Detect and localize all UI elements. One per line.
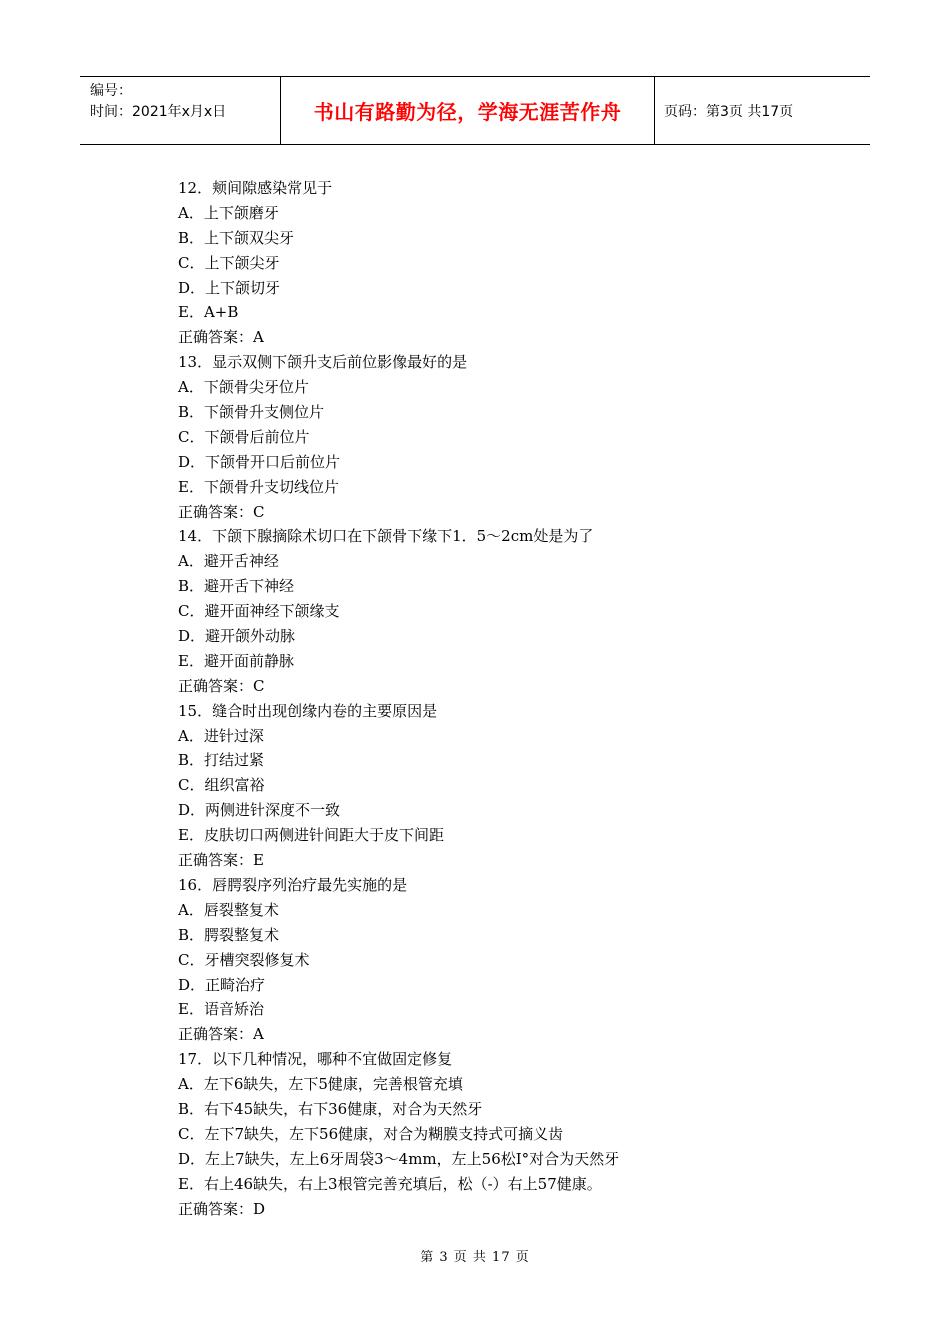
correct-answer: 正确答案：D: [178, 1199, 266, 1218]
option-a: A．进针过深: [178, 726, 264, 745]
correct-answer: 正确答案：A: [178, 1025, 264, 1044]
correct-answer: 正确答案：E: [178, 851, 264, 870]
correct-answer: 正确答案：C: [178, 676, 265, 695]
option-c: C．上下颌尖牙: [178, 253, 280, 272]
date-label: 时间：2021年x月x日: [90, 104, 227, 120]
option-b: B．上下颌双尖牙: [178, 228, 295, 247]
option-d: D．两侧进针深度不一致: [178, 801, 341, 820]
header-meta: [80, 77, 281, 144]
document-header: [80, 76, 870, 145]
option-e: E．右上46缺失，右上3根管完善充填后，松（-）右上57健康。: [178, 1174, 602, 1193]
option-c: C．下颌骨后前位片: [178, 427, 310, 446]
option-c: C．组织富裕: [178, 776, 265, 795]
option-a: A．下颌骨尖牙位片: [178, 378, 309, 397]
option-a: A．左下6缺失，左下5健康，完善根管充填: [178, 1075, 463, 1094]
option-c: C．左下7缺失，左下56健康，对合为糊膜支持式可摘义齿: [178, 1124, 564, 1143]
option-e: E．皮肤切口两侧进针间距大于皮下间距: [178, 826, 444, 845]
option-a: A．上下颌磨牙: [178, 203, 279, 222]
option-e: E．避开面前静脉: [178, 651, 294, 670]
number-label: 编号：: [90, 83, 132, 99]
question-stem: 15．缝合时出现创缘内卷的主要原因是: [178, 701, 438, 720]
option-a: A．唇裂整复术: [178, 900, 279, 919]
header-motto: 书山有路勤为径，学海无涯苦作舟: [281, 77, 655, 144]
option-d: D．上下颌切牙: [178, 278, 281, 297]
option-b: B．打结过紧: [178, 751, 265, 770]
option-c: C．避开面神经下颌缘支: [178, 602, 340, 621]
question-stem: 12．颊间隙感染常见于: [178, 179, 333, 197]
question-stem: 14．下颌下腺摘除术切口在下颌骨下缘下1．5～2cm处是为了: [178, 527, 594, 546]
correct-answer: 正确答案：C: [178, 502, 265, 521]
question-stem: 16．唇腭裂序列治疗最先实施的是: [178, 875, 408, 894]
option-b: B．腭裂整复术: [178, 925, 280, 944]
header-page-label: 页码：第3页 共17页: [664, 103, 794, 120]
option-e: E．语音矫治: [178, 1000, 264, 1019]
option-c: C．牙槽突裂修复术: [178, 950, 310, 969]
option-d: D．下颌骨开口后前位片: [178, 452, 341, 471]
option-b: B．避开舌下神经: [178, 577, 295, 596]
question-list: [178, 176, 878, 1221]
option-d: D．左上7缺失，左上6牙周袋3～4mm，左上56松I°对合为天然牙: [178, 1149, 620, 1168]
option-e: E．A+B: [178, 303, 239, 322]
question-stem: 17．以下几种情况，哪种不宜做固定修复: [178, 1050, 453, 1069]
option-e: E．下颌骨升支切线位片: [178, 477, 339, 496]
correct-answer: 正确答案：A: [178, 328, 264, 347]
question-stem: 13．显示双侧下颌升支后前位影像最好的是: [178, 353, 468, 372]
option-d: D．正畸治疗: [178, 975, 266, 994]
option-b: B．下颌骨升支侧位片: [178, 403, 325, 422]
option-a: A．避开舌神经: [178, 552, 279, 571]
option-b: B．右下45缺失，右下36健康，对合为天然牙: [178, 1099, 483, 1118]
option-d: D．避开颌外动脉: [178, 627, 296, 646]
page-footer: 第 3 页 共 17 页: [420, 1250, 530, 1265]
